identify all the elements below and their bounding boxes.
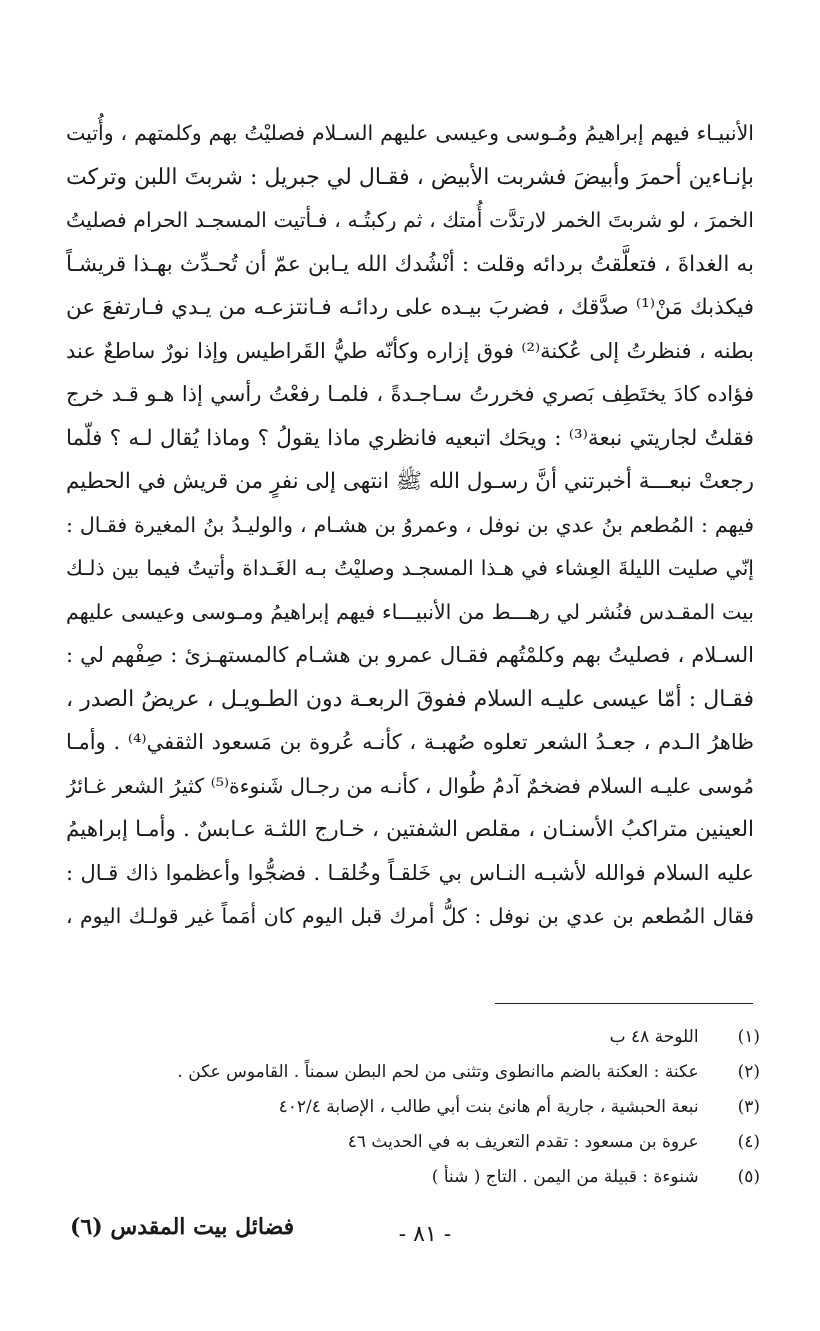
page-number: - ٨١ - [398, 1222, 452, 1247]
text-line: عليه السلام فوالله لأشبـه النـاس بي خَلقـاً وخُلقـا . فضجُّوا وأعظموا ذاك قـال : [66, 860, 754, 885]
footnote [60, 1090, 760, 1125]
footnote-number: (٤) [737, 1132, 760, 1152]
text-line: مُوسى عليـه السلام فضخمٌ آدمُ طُوال ، كأنـه من رجـال شَنوءة⁽⁵⁾ كثيرُ الشعر غـائرُ [66, 773, 754, 798]
footnotes-list [60, 1020, 760, 1195]
text-line: فقلتُ لجاريتي نبعة⁽³⁾ : ويحَك اتبعيه فانظري ماذا يقولُ ؟ وماذا يُقال لـه ؟ فلّما [66, 425, 754, 451]
text-line: فقـال : أمّا عيسى عليـه السلام ففوقَ الربعـة دون الطـويـل ، عريضُ الصدر ، [66, 686, 754, 712]
footnote [60, 1125, 760, 1160]
text-line: فؤاده كادَ يختَطِف بَصري فخررتُ سـاجـدةً ، فلمـا رفعْتُ رأسي إذا هـو قـد خرج [66, 382, 754, 406]
text-line: فقال المُطعم بن عدي بن نوفل : كلُّ أمرك قبل اليوم كان أمَماً غير قولـك اليوم ، [66, 904, 754, 928]
footnote-text: عروة بن مسعود : تقدم التعريف به في الحديث ٤٦ [347, 1132, 699, 1152]
text-line: فيهم : المُطعم بنُ عدي بن نوفل ، وعمروُ بن هشـام ، والوليـدُ بنُ المغيرة فقـال : [66, 512, 754, 537]
text-line: العينين متراكبُ الأسنـان ، مقلص الشفتين ، خـارج اللثـة عـابسٌ . وأمـا إبراهيمُ [66, 817, 754, 842]
text-line: رجعتْ نبعـــة أخبرتني أنَّ رسـول الله ﷺ انتهى إلى نفرٍ من قريش في الحطيم [66, 469, 754, 494]
text-line: الخمرَ ، لو شربتَ الخمر لارتدَّت أُمتك ، ثم ركبتُـه ، فـأتيت المسجـد الحرام فصليتُ [66, 208, 754, 232]
footnote-number: (٢) [737, 1062, 760, 1082]
running-footer-title [70, 1212, 370, 1242]
footnote-text: اللوحة ٤٨ ب [609, 1027, 699, 1047]
text-line: به الغداةَ ، فتعلَّقتُ بردائه وقلت : أنْشُدك الله يـابن عمّ أن تُحـدِّث بهـذا قريشـاً [66, 251, 754, 277]
text-line: بطنه ، فنظرتُ إلى عُكنة⁽²⁾ فوق إزاره وكأنّه طيُّ القَراطيس وإذا نورٌ ساطعٌ عند [66, 338, 754, 363]
book-title: فضائل بيت المقدس [110, 1214, 295, 1240]
footnote [60, 1020, 760, 1055]
text-line: ظاهرُ الـدم ، جعـدُ الشعر تعلوه صُهبـة ، كأنـه عُروة بن مَسعود الثقفي⁽⁴⁾ . وأمـا [66, 730, 754, 754]
text-line: بإنـاءين أحمرَ وأبيضَ فشربت الأبيض ، فقـال لي جبريل : شربتَ اللبن وتركت [66, 164, 754, 190]
text-line: الأنبيـاء فيهم إبراهيمُ ومُـوسى وعيسى عليهم السـلام فصليْتُ بهم وكلمتهم ، وأُتيت [66, 121, 754, 145]
footnote-text: عكنة : العكنة بالضم ماانطوى وتثنى من لحم البطن سمناً . القاموس عكن . [177, 1062, 699, 1082]
text-line: إنّي صليت الليلةَ العِشاء في هـذا المسجـد وصليْتُ بـه الغَـداة وأتيتُ فيما بين ذلـك [66, 556, 754, 580]
footnote-text: نبعة الحبشية ، جارية أم هانئ بنت أبي طالب ، الإصابة ٤٠٢/٤ [278, 1097, 699, 1117]
footnote [60, 1055, 760, 1090]
text-line: بيت المقـدس فنُشر لي رهـــط من الأنبيـــاء فيهم إبراهيمُ ومـوسى وعيسى عليهم [66, 599, 754, 624]
footnote-number: (٥) [737, 1167, 760, 1187]
footnote [60, 1160, 760, 1195]
footnote-number: (٣) [737, 1097, 760, 1117]
footnote-number: (١) [737, 1027, 760, 1047]
text-line: السـلام ، فصليتُ بهم وكلمْتُهم فقـال عمرو بن هشـام كالمستهـزئ : صِفْهم لي : [66, 643, 754, 667]
footnote-text: شنوءة : قبيلة من اليمن . التاج ( شنأ ) [431, 1167, 699, 1187]
book-part-number: (٦) [70, 1214, 103, 1240]
main-text-block [66, 112, 754, 939]
footnote-separator [495, 1003, 753, 1004]
text-line: فيكذبك مَنْ⁽¹⁾ صدَّقك ، فضربَ بيـده على ردائـه فـانتزعـه من يـدي فـارتفعَ عن [66, 295, 754, 320]
